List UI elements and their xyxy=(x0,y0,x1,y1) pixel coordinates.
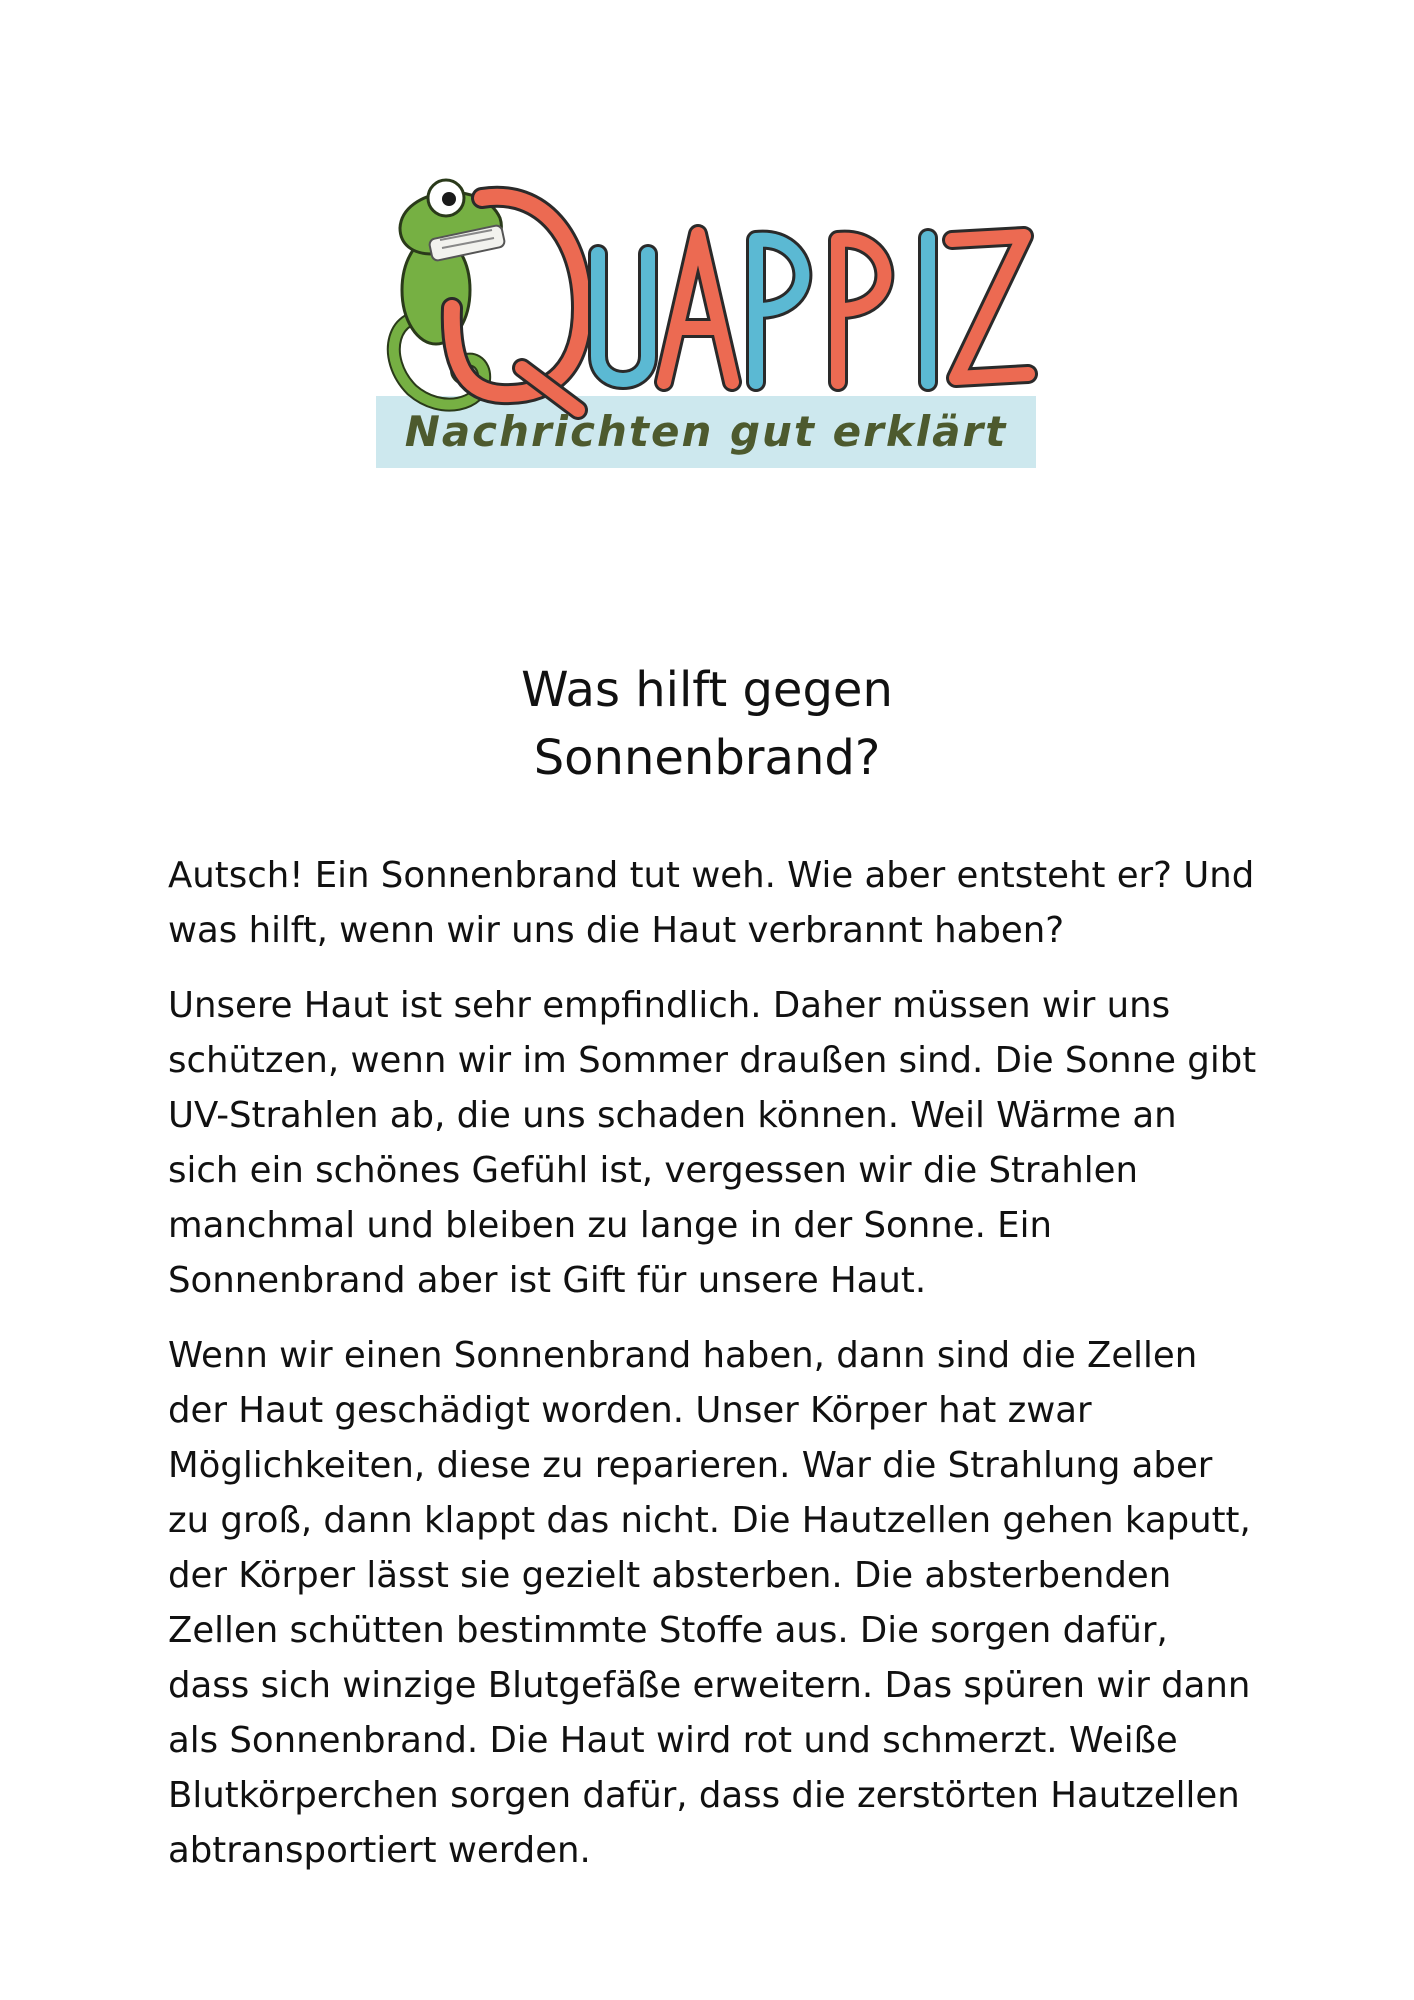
quappiz-logo-graphic xyxy=(372,168,1040,474)
letter-a xyxy=(664,234,732,382)
letter-p2 xyxy=(838,240,884,382)
letter-u xyxy=(598,254,648,380)
article-title-line-2: Sonnenbrand? xyxy=(533,730,881,786)
article-title-line-1: Was hilft gegen xyxy=(521,662,893,718)
article-paragraph-3: Wenn wir einen Sonnenbrand haben, dann sind die Zellen der Haut geschädigt worden. Unser Körper hat zwar Möglichkeiten, diese zu reparieren. War die Strahlung aber zu groß, dann klappt das nicht. Die Hautzellen gehen kaputt, der Körper lässt sie gezielt absterben. Die absterbenden Zellen schütten bestimmte Stoffe aus. Die sorgen dafür, dass sich winzige Blutgefäße erweitern. Das spüren wir dann als Sonnenbrand. Die Haut wird rot und schmerzt. Weiße Blutkörperchen sorgen dafür, dass die zerstörten Hautzellen abtransportiert werden. xyxy=(168,1335,1251,1871)
logo-tagline: Nachrichten gut erklärt xyxy=(404,407,1008,456)
letter-p1 xyxy=(756,240,802,382)
article-paragraph-2: Unsere Haut ist sehr empfindlich. Daher müssen wir uns schützen, wenn wir im Sommer draußen sind. Die Sonne gibt UV-Strahlen ab, die uns schaden können. Weil Wärme an sich ein schönes Gefühl ist, vergessen wir die Strahlen manchmal und bleiben zu lange in der Sonne. Ein Sonnenbrand aber ist Gift für unsere Haut. xyxy=(168,985,1257,1301)
letter-z xyxy=(952,236,1028,378)
article-title xyxy=(0,656,1414,792)
quappiz-logo xyxy=(372,168,1040,474)
article-paragraph-1: Autsch! Ein Sonnenbrand tut weh. Wie aber entsteht er? Und was hilft, wenn wir uns die Haut verbrannt haben? xyxy=(168,855,1255,951)
wordmark xyxy=(452,197,1028,410)
chameleon-mascot xyxy=(394,180,506,405)
article-body xyxy=(168,848,1258,1898)
